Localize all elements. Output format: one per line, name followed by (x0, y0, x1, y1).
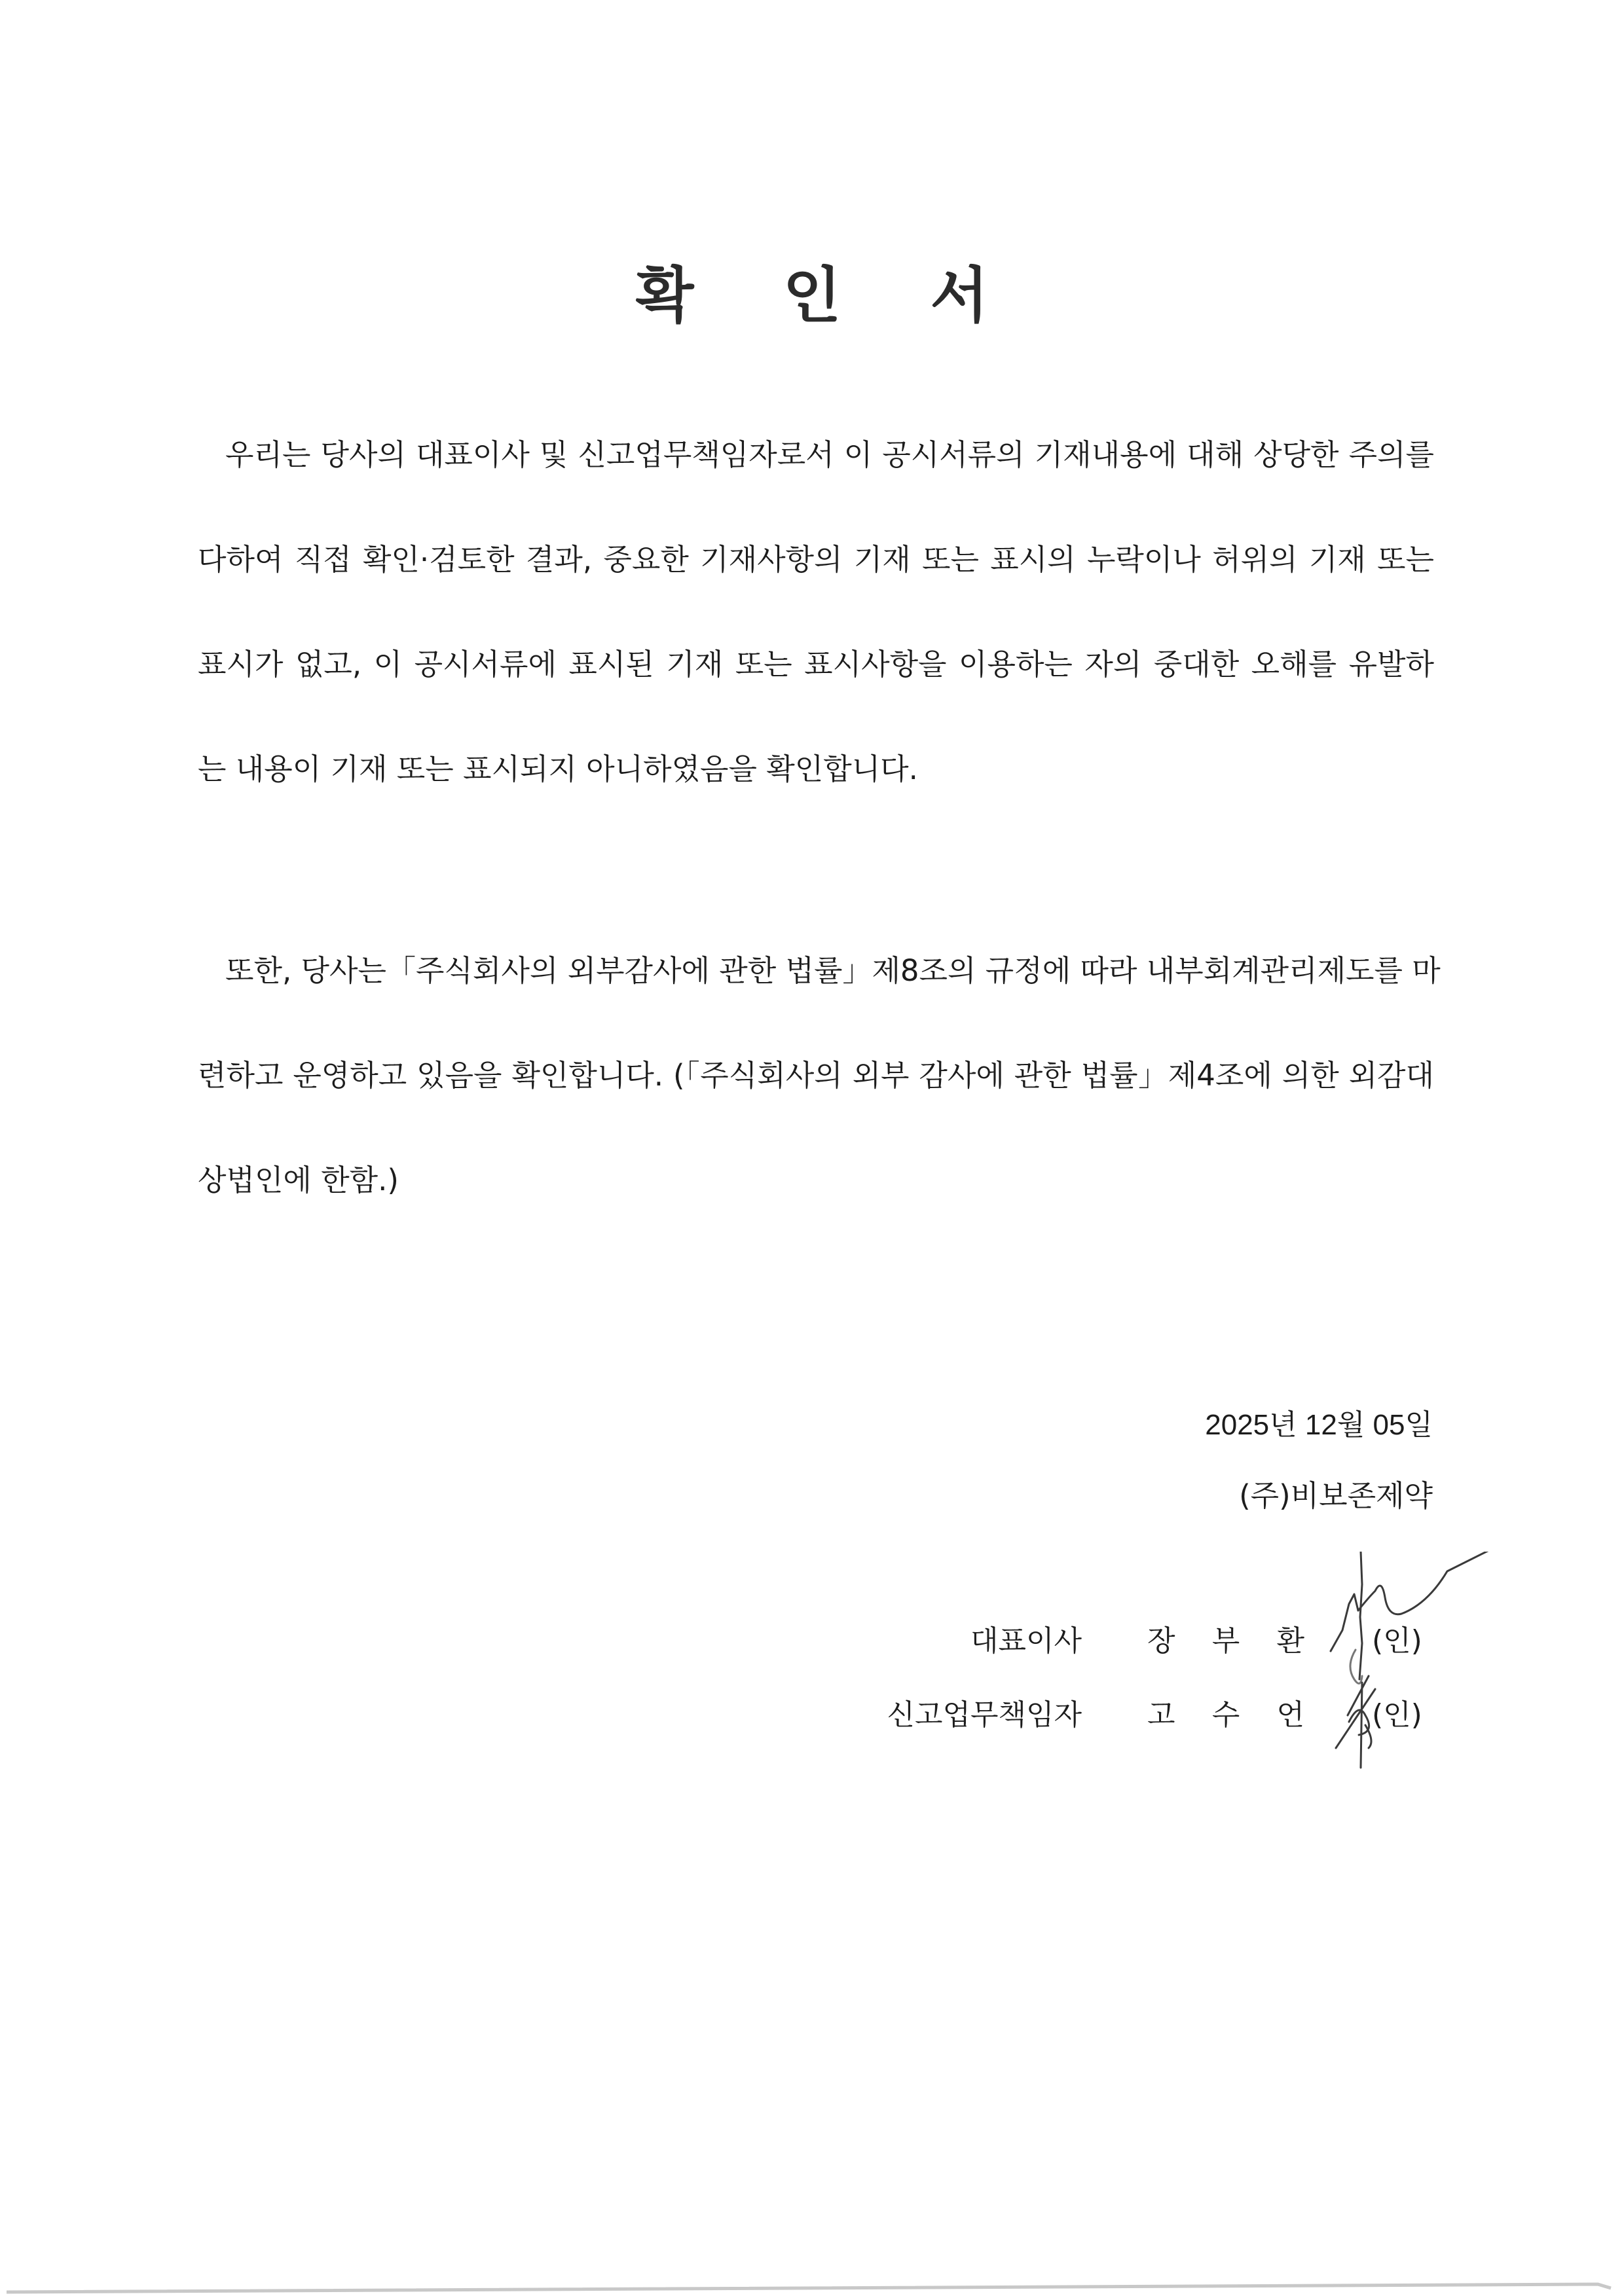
name-char: 환 (1276, 1624, 1304, 1658)
paragraph-line: 또한, 당사는「주식회사의 외부감사에 관한 법률」제8조의 규정에 따라 내부회계관리제도를 마 (225, 953, 1441, 988)
company-name: (주)비보존제약 (1239, 1478, 1433, 1513)
paragraph-line: 는 내용이 기재 또는 표시되지 아니하였음을 확인합니다. (198, 752, 918, 786)
signatory-role: 대표이사 (970, 1624, 1082, 1658)
handwritten-signature-icon (1329, 1552, 1506, 1774)
paragraph-line: 표시가 없고, 이 공시서류에 표시된 기재 또는 표시사항을 이용하는 자의 중대한 오해를 유발하 (198, 647, 1434, 682)
seal-mark: (인) (1372, 1624, 1422, 1658)
paragraph-line: 련하고 운영하고 있음을 확인합니다. (「주식회사의 외부 감사에 관한 법률」제4조에 의한 외감대 (198, 1058, 1434, 1093)
name-char: 부 (1211, 1624, 1240, 1658)
confirmation-paragraph (198, 403, 1434, 822)
name-char: 언 (1276, 1698, 1304, 1732)
seal-mark: (인) (1372, 1698, 1422, 1732)
scan-edge-line (0, 2270, 1624, 2296)
title-char: 서 (930, 261, 989, 331)
signatory-name (1147, 1617, 1304, 1659)
paragraph-line: 상법인에 한함.) (198, 1163, 399, 1197)
name-char: 수 (1211, 1698, 1240, 1732)
name-char: 고 (1147, 1698, 1175, 1732)
paragraph-line: 우리는 당사의 대표이사 및 신고업무책임자로서 이 공시서류의 기재내용에 대해 상당한 주의를 (225, 437, 1435, 472)
signatory-name (1147, 1691, 1304, 1733)
document-title (0, 247, 1624, 334)
internal-control-paragraph (198, 919, 1441, 1233)
document-date: 2025년 12월 05일 (1205, 1409, 1433, 1441)
paragraph-line: 다하여 직접 확인·검토한 결과, 중요한 기재사항의 기재 또는 표시의 누락이나 허위의 기재 또는 (198, 542, 1434, 577)
title-char: 확 (635, 261, 694, 331)
title-char: 인 (783, 261, 841, 331)
signatory-role: 신고업무책임자 (887, 1698, 1082, 1732)
name-char: 장 (1147, 1624, 1175, 1658)
